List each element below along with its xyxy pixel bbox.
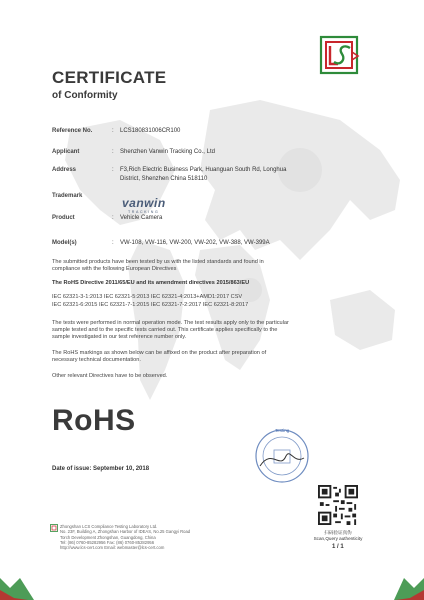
page-number: 1 / 1 — [332, 544, 344, 550]
footer-line3: Torch Development Zhongshan, Guangdong, China — [60, 534, 156, 540]
date-of-issue: Date of issue: September 10, 2018 — [52, 466, 150, 472]
para3-line1: The RoHS markings as shown below can be affixed on the product after preparation of — [52, 350, 267, 356]
footer-lcs-logo — [50, 524, 58, 532]
label-product: Product — [52, 215, 75, 221]
footer-line1: Zhongshan LCS Compliance Testing Laboratory Ltd. — [60, 524, 158, 529]
standards-line2: IEC 62321-6:2015 IEC 62321-7-1:2015 IEC 62321-7-2:2017 IEC 62321-8:2017 — [52, 302, 249, 308]
colon-reference: : — [112, 128, 114, 134]
standards-line1: IEC 62321-3-1:2013 IEC 62321-5:2013 IEC 62321-4:2013+AMD1:2017 CSV — [52, 294, 243, 300]
colon-applicant: : — [112, 149, 114, 155]
label-address: Address — [52, 167, 77, 173]
testing-stamp — [252, 426, 312, 486]
label-reference: Reference No. — [52, 128, 93, 134]
lcs-logo — [318, 34, 362, 78]
value-applicant: Shenzhen Vanwin Tracking Co., Ltd — [120, 149, 215, 155]
para2-line1: The tests were performed in normal operation mode. The test results apply only to the particular — [52, 320, 289, 326]
certificate-subtitle: of Conformity — [52, 90, 118, 101]
scan-caption-cn: 扫码验证真伪 — [324, 530, 352, 535]
value-address-line1: F3,Rich Electric Business Park, Huanguan South Rd, Longhua — [120, 167, 287, 173]
label-trademark: Trademark — [52, 193, 83, 199]
certificate-title: CERTIFICATE — [52, 68, 167, 87]
colon-models: : — [112, 240, 114, 246]
scan-caption — [312, 530, 364, 542]
qr-code[interactable] — [318, 485, 358, 525]
para3-line2: necessary technical documentation. — [52, 357, 141, 363]
colon-product: : — [112, 215, 114, 221]
para2-line3: sample investigated in our test reference number only. — [52, 334, 187, 340]
para1-line1: The submitted products have been tested by us with the listed standards and found in — [52, 259, 264, 265]
stamp-text: Testing — [275, 428, 290, 433]
para1-line2: compliance with the following European Directives — [52, 266, 177, 272]
corner-decoration-right — [394, 560, 424, 600]
label-applicant: Applicant — [52, 149, 80, 155]
corner-decoration-left — [0, 560, 34, 600]
trademark-logo: vanwin — [122, 196, 166, 210]
para2-line2: sample tested and to the specific tests carried out. This certificate applies specifically to the — [52, 327, 278, 333]
para4: Other relevant Directives have to be observed. — [52, 373, 168, 379]
footer-line4: Tel: (86) 0760-85282956 Fax: (86) 0760-85282956 — [60, 539, 155, 545]
trademark-sub: TRACKING — [128, 210, 160, 214]
rohs-mark: RoHS — [52, 404, 136, 437]
label-models: Model(s) — [52, 240, 77, 246]
value-models: VW-108, VW-116, VW-200, VW-202, VW-388, VW-399A — [120, 240, 270, 246]
value-product: Vehicle Camera — [120, 215, 163, 221]
footer-line5: http://www.lcs-cert.com Email: webmaster@lcs-cert.com — [60, 545, 165, 551]
value-reference: LCS180831006CR100 — [120, 128, 181, 134]
scan-caption-en: Scan,Query authenticity — [313, 536, 363, 541]
footer-line2: No. 23F, Building A, Zhongshan Harbor of IDEAS, No.25 Gangyi Road — [60, 529, 191, 535]
value-address-line2: District, Shenzhen China 518110 — [120, 176, 208, 182]
footer-address — [60, 524, 190, 550]
directive-line: The RoHS Directive 2011/65/EU and its amendment directives 2015/863/EU — [52, 280, 250, 286]
colon-address: : — [112, 167, 114, 173]
